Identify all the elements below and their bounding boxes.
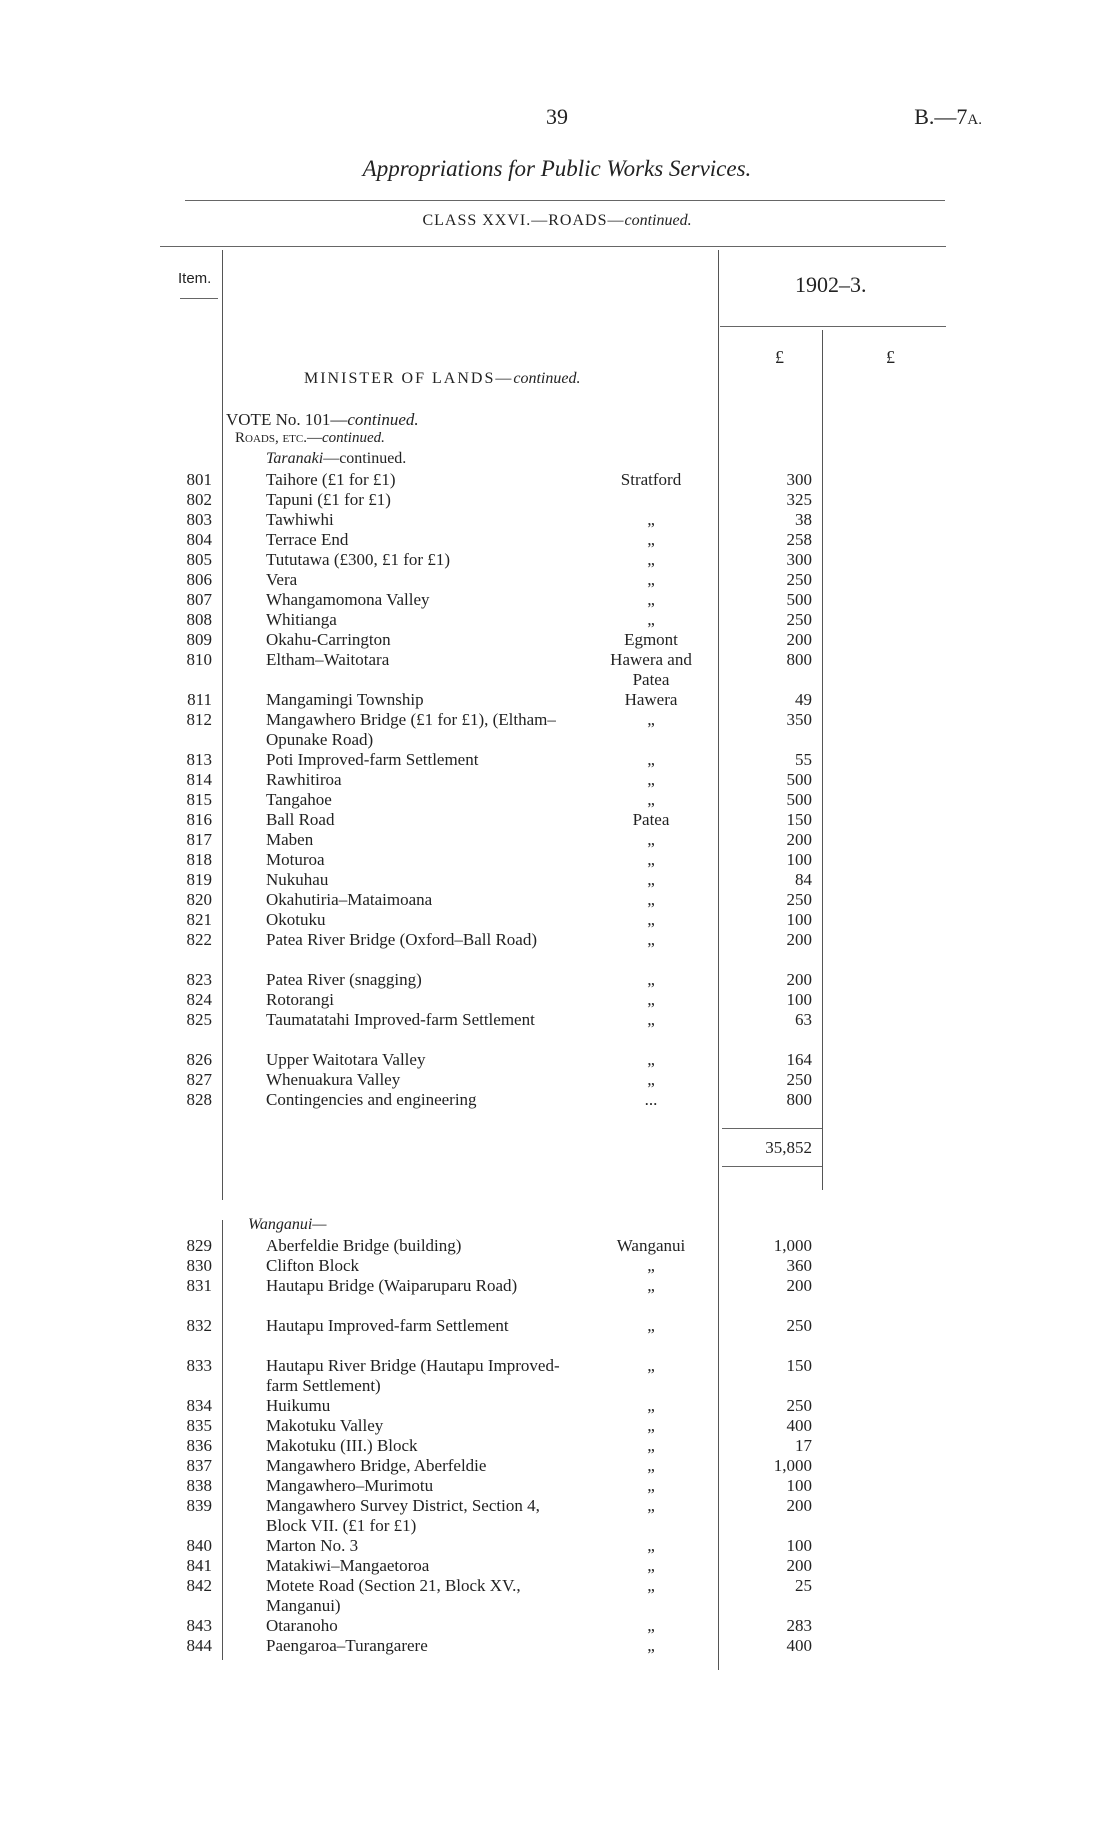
- subtotal-rule-bottom: [722, 1166, 822, 1167]
- item-description: Hautapu Bridge (Waiparuparu Road): [266, 1276, 518, 1295]
- item-description: Rawhitiroa: [266, 770, 342, 789]
- item-description: Marton No. 3: [266, 1536, 359, 1555]
- item-number: 830: [186, 1256, 212, 1275]
- item-number: 806: [186, 570, 212, 589]
- item-number: 809: [186, 630, 212, 649]
- year-column-header: 1902–3.: [795, 272, 867, 297]
- taranaki-total: 35,852: [765, 1138, 812, 1157]
- item-amount: 500: [786, 590, 812, 609]
- item-district: „: [647, 570, 655, 589]
- vote-heading: [226, 410, 419, 430]
- item-amount: 200: [786, 830, 812, 849]
- item-district: „: [647, 1276, 655, 1295]
- item-description: Okahutiria–Mataimoana: [266, 890, 433, 909]
- item-district: „: [647, 830, 655, 849]
- item-description: Contingencies and engineering: [266, 1090, 477, 1109]
- item-description: Otaranoho: [266, 1616, 338, 1635]
- item-number: 839: [186, 1496, 212, 1515]
- document-reference: [914, 104, 982, 130]
- item-district: „: [647, 1636, 655, 1655]
- item-amount: 250: [786, 1070, 812, 1089]
- item-amount: 200: [786, 1276, 812, 1295]
- item-amount: 17: [795, 1436, 812, 1455]
- item-amount: 300: [786, 550, 812, 569]
- item-description: Terrace End: [266, 530, 349, 549]
- item-district: „: [647, 890, 655, 909]
- wanganui-name: Wanganui—: [248, 1216, 327, 1233]
- item-district: „: [647, 1616, 655, 1635]
- item-amount: 200: [786, 630, 812, 649]
- item-description: Tututawa (£300, £1 for £1): [266, 550, 450, 569]
- item-description: Mangawhero–Murimotu: [266, 1476, 434, 1495]
- item-district: Wanganui: [616, 1236, 686, 1255]
- item-district: „: [647, 1556, 655, 1575]
- item-amount: 164: [786, 1050, 812, 1069]
- item-description: Mangawhero Bridge, Aberfeldie: [266, 1456, 487, 1475]
- subtotal-rule-top: [722, 1128, 822, 1129]
- item-description: Mangawhero Bridge (£1 for £1), (Eltham–Opunake Road): [266, 710, 556, 749]
- item-description: Paengaroa–Turangarere: [266, 1636, 428, 1655]
- minister-cont: continued.: [513, 370, 581, 387]
- item-district: „: [647, 590, 655, 609]
- item-number: 811: [187, 690, 212, 709]
- item-number: 827: [186, 1070, 212, 1089]
- wanganui-heading: [248, 1216, 327, 1234]
- item-district: „: [647, 1356, 655, 1375]
- place-column-divider: [718, 250, 719, 1670]
- reference-suffix: A.: [967, 112, 982, 128]
- item-number: 823: [186, 970, 212, 989]
- roads-heading: [235, 430, 385, 447]
- table-top-rule: [160, 246, 946, 247]
- vote-cont: continued.: [347, 410, 419, 429]
- item-number: 838: [186, 1476, 212, 1495]
- item-description: Ball Road: [266, 810, 335, 829]
- year-header-rule: [720, 326, 946, 327]
- item-description: Makotuku (III.) Block: [266, 1436, 418, 1455]
- item-amount: 63: [795, 1010, 812, 1029]
- reference-main: B.—7: [914, 104, 968, 129]
- item-number: 844: [186, 1636, 212, 1655]
- item-district: „: [647, 850, 655, 869]
- page-title: Appropriations for Public Works Services.: [362, 156, 752, 181]
- item-description: Matakiwi–Mangaetoroa: [266, 1556, 430, 1575]
- item-number: 802: [186, 490, 212, 509]
- item-number: 843: [186, 1616, 212, 1635]
- taranaki-heading: [266, 450, 406, 468]
- item-description: Whenuakura Valley: [266, 1070, 401, 1089]
- item-amount: 100: [786, 990, 812, 1009]
- item-description: Makotuku Valley: [266, 1416, 384, 1435]
- item-description: Maben: [266, 830, 314, 849]
- item-amount: 360: [786, 1256, 812, 1275]
- item-description: Patea River (snagging): [266, 970, 422, 989]
- item-district: „: [647, 1396, 655, 1415]
- item-district: Hawera: [624, 690, 678, 709]
- item-district: „: [647, 930, 655, 949]
- item-district: „: [647, 970, 655, 989]
- item-district: „: [647, 1316, 655, 1335]
- item-description: Upper Waitotara Valley: [266, 1050, 426, 1069]
- item-header-underline: [180, 298, 218, 299]
- item-number: 819: [186, 870, 212, 889]
- item-number: 821: [186, 910, 212, 929]
- item-number: 818: [186, 850, 212, 869]
- item-amount: 1,000: [773, 1456, 812, 1475]
- item-description: Mangawhero Survey District, Section 4, Block VII. (£1 for £1): [266, 1496, 540, 1535]
- item-description: Vera: [266, 570, 298, 589]
- item-amount: 300: [786, 470, 812, 489]
- item-district: „: [647, 1070, 655, 1089]
- item-description: Moturoa: [266, 850, 325, 869]
- item-amount: 250: [786, 570, 812, 589]
- item-amount: 200: [786, 930, 812, 949]
- item-district: „: [647, 1576, 655, 1595]
- item-district: „: [647, 1256, 655, 1275]
- item-number: 812: [186, 710, 212, 729]
- item-district: „: [647, 750, 655, 769]
- item-number: 815: [186, 790, 212, 809]
- item-district: Stratford: [620, 470, 682, 489]
- item-number: 808: [186, 610, 212, 629]
- currency-header-2: £: [886, 347, 895, 367]
- item-amount: 500: [786, 790, 812, 809]
- item-amount: 84: [795, 870, 812, 889]
- item-amount: 250: [786, 890, 812, 909]
- item-amount: 38: [795, 510, 812, 529]
- item-district: Patea: [632, 810, 670, 829]
- item-description: Okotuku: [266, 910, 326, 929]
- item-description: Rotorangi: [266, 990, 334, 1009]
- item-amount: 100: [786, 910, 812, 929]
- item-district: „: [647, 990, 655, 1009]
- item-column-divider-2: [222, 1220, 223, 1660]
- item-number: 803: [186, 510, 212, 529]
- item-number: 829: [186, 1236, 212, 1255]
- item-number: 816: [186, 810, 212, 829]
- item-description: Mangamingi Township: [266, 690, 424, 709]
- roads-main: Roads, etc.—: [235, 430, 322, 446]
- amount-column-divider: [822, 330, 823, 1190]
- item-district: „: [647, 790, 655, 809]
- item-district: „: [647, 530, 655, 549]
- item-number: 842: [186, 1576, 212, 1595]
- item-district: „: [647, 710, 655, 729]
- item-number: 805: [186, 550, 212, 569]
- item-district: Hawera and Patea: [610, 650, 692, 689]
- item-number: 833: [186, 1356, 212, 1375]
- item-number: 826: [186, 1050, 212, 1069]
- vote-main: VOTE No. 101—: [226, 410, 348, 429]
- currency-header-1: £: [775, 347, 784, 367]
- item-number: 831: [186, 1276, 212, 1295]
- item-district: „: [647, 1536, 655, 1555]
- item-number: 807: [186, 590, 212, 609]
- item-district: „: [647, 510, 655, 529]
- item-amount: 150: [786, 1356, 812, 1375]
- item-district: „: [647, 1436, 655, 1455]
- item-number: 817: [186, 830, 212, 849]
- item-amount: 258: [786, 530, 812, 549]
- item-description: Patea River Bridge (Oxford–Ball Road): [266, 930, 537, 949]
- item-description: Huikumu: [266, 1396, 331, 1415]
- item-district: „: [647, 610, 655, 629]
- item-number: 840: [186, 1536, 212, 1555]
- item-description: Whangamomona Valley: [266, 590, 430, 609]
- item-amount: 25: [795, 1576, 812, 1595]
- item-district: „: [647, 1416, 655, 1435]
- taranaki-name: Taranaki: [266, 450, 324, 467]
- item-amount: 49: [795, 690, 812, 709]
- item-amount: 350: [786, 710, 812, 729]
- item-number: 804: [186, 530, 212, 549]
- item-number: 810: [186, 650, 212, 669]
- item-district: „: [647, 550, 655, 569]
- item-description: Aberfeldie Bridge (building): [266, 1236, 462, 1255]
- class-subtitle: [0, 212, 1114, 230]
- item-description: Taihore (£1 for £1): [266, 470, 396, 489]
- item-number: 841: [186, 1556, 212, 1575]
- item-number: 836: [186, 1436, 212, 1455]
- subtitle-main: CLASS XXVI.—ROADS—: [422, 212, 625, 229]
- taranaki-suffix: —continued.: [323, 450, 407, 467]
- item-district: „: [647, 870, 655, 889]
- item-amount: 250: [786, 610, 812, 629]
- minister-main: MINISTER OF LANDS—: [304, 370, 514, 387]
- page-number: 39: [546, 104, 568, 129]
- item-description: Okahu-Carrington: [266, 630, 391, 649]
- item-description: Eltham–Waitotara: [266, 650, 390, 669]
- item-amount: 250: [786, 1396, 812, 1415]
- roads-cont: continued.: [321, 430, 385, 446]
- item-district: ...: [644, 1090, 658, 1109]
- item-amount: 400: [786, 1416, 812, 1435]
- item-amount: 1,000: [773, 1236, 812, 1255]
- item-amount: 200: [786, 1556, 812, 1575]
- item-amount: 800: [786, 650, 812, 669]
- item-number: 832: [186, 1316, 212, 1335]
- item-amount: 55: [795, 750, 812, 769]
- item-number: 828: [186, 1090, 212, 1109]
- item-amount: 400: [786, 1636, 812, 1655]
- item-number: 820: [186, 890, 212, 909]
- item-description: Hautapu Improved-farm Settlement: [266, 1316, 509, 1335]
- item-column-header: Item.: [178, 270, 212, 287]
- item-number: 825: [186, 1010, 212, 1029]
- item-number: 834: [186, 1396, 212, 1415]
- item-description: Tawhiwhi: [266, 510, 334, 529]
- item-description: Whitianga: [266, 610, 337, 629]
- item-district: Egmont: [624, 630, 678, 649]
- item-column-divider-1: [222, 250, 223, 1200]
- title-divider: [185, 200, 945, 201]
- item-amount: 100: [786, 1476, 812, 1495]
- item-number: 837: [186, 1456, 212, 1475]
- item-description: Tangahoe: [266, 790, 332, 809]
- item-amount: 250: [786, 1316, 812, 1335]
- item-description: Taumatatahi Improved-farm Settlement: [266, 1010, 535, 1029]
- item-district: „: [647, 1476, 655, 1495]
- item-district: „: [647, 1456, 655, 1475]
- item-district: „: [647, 770, 655, 789]
- item-number: 824: [186, 990, 212, 1009]
- item-number: 814: [186, 770, 212, 789]
- item-description: Clifton Block: [266, 1256, 360, 1275]
- item-number: 801: [186, 470, 212, 489]
- item-amount: 100: [786, 850, 812, 869]
- item-district: „: [647, 910, 655, 929]
- item-district: „: [647, 1050, 655, 1069]
- item-description: Motete Road (Section 21, Block XV., Manganui): [266, 1576, 521, 1615]
- item-amount: 200: [786, 1496, 812, 1515]
- item-number: 822: [186, 930, 212, 949]
- item-description: Hautapu River Bridge (Hautapu Improved-farm Settlement): [266, 1356, 560, 1395]
- item-district: „: [647, 1496, 655, 1515]
- item-amount: 150: [786, 810, 812, 829]
- item-description: Nukuhau: [266, 870, 329, 889]
- item-amount: 325: [786, 490, 812, 509]
- item-amount: 200: [786, 970, 812, 989]
- item-amount: 800: [786, 1090, 812, 1109]
- item-amount: 283: [786, 1616, 812, 1635]
- item-number: 835: [186, 1416, 212, 1435]
- item-amount: 100: [786, 1536, 812, 1555]
- item-description: Tapuni (£1 for £1): [266, 490, 391, 509]
- minister-heading: [304, 370, 580, 388]
- item-number: 813: [186, 750, 212, 769]
- item-amount: 500: [786, 770, 812, 789]
- subtitle-cont: continued.: [624, 212, 692, 229]
- item-description: Poti Improved-farm Settlement: [266, 750, 479, 769]
- item-district: „: [647, 1010, 655, 1029]
